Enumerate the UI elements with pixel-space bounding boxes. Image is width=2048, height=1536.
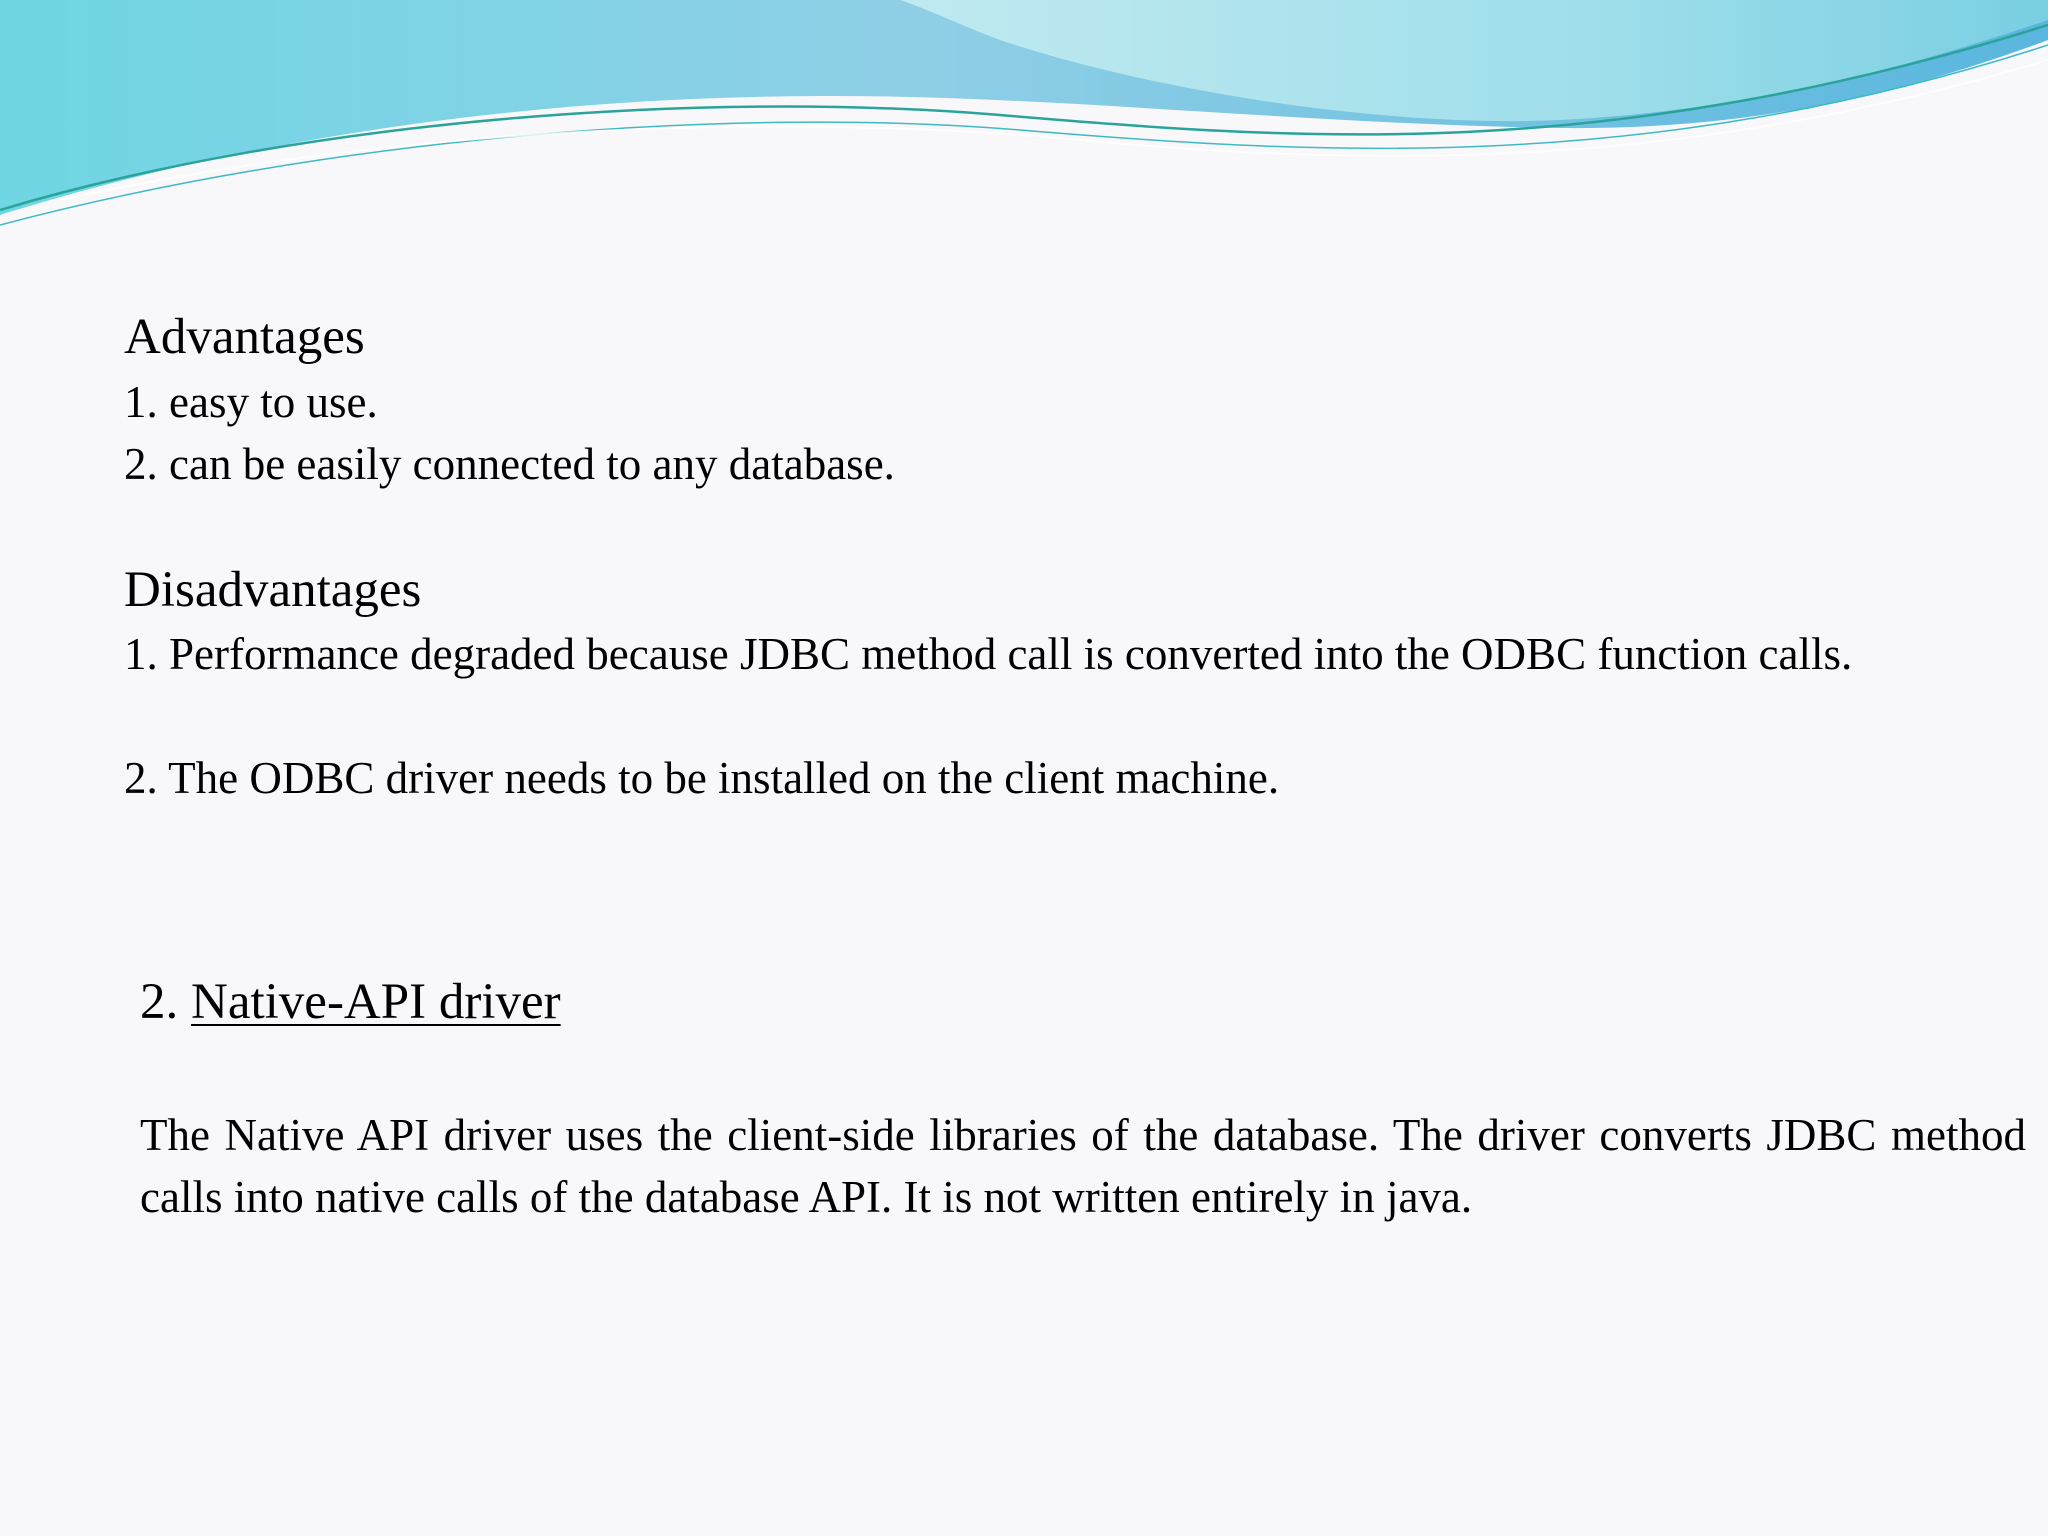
section-description: The Native API driver uses the client-side libraries of the database. The driver converts JDBC method calls into native calls of the database API. It is not written entirely in java. (140, 1110, 2026, 1222)
disadvantage-item-2: 2. The ODBC driver needs to be installed on the client machine. (124, 753, 1280, 803)
advantage-item-2: 2. can be easily connected to any database. (124, 439, 895, 489)
section-number: 2. (140, 974, 191, 1030)
section-title (140, 972, 561, 1032)
disadvantage-item-1: 1. Performance degraded because JDBC method call is converted into the ODBC function calls. (124, 629, 1853, 679)
disadvantages-heading: Disadvantages (124, 562, 422, 618)
advantage-item-1: 1. easy to use. (124, 377, 378, 427)
advantages-heading: Advantages (124, 309, 365, 365)
section-title-text: Native-API driver (191, 974, 561, 1030)
